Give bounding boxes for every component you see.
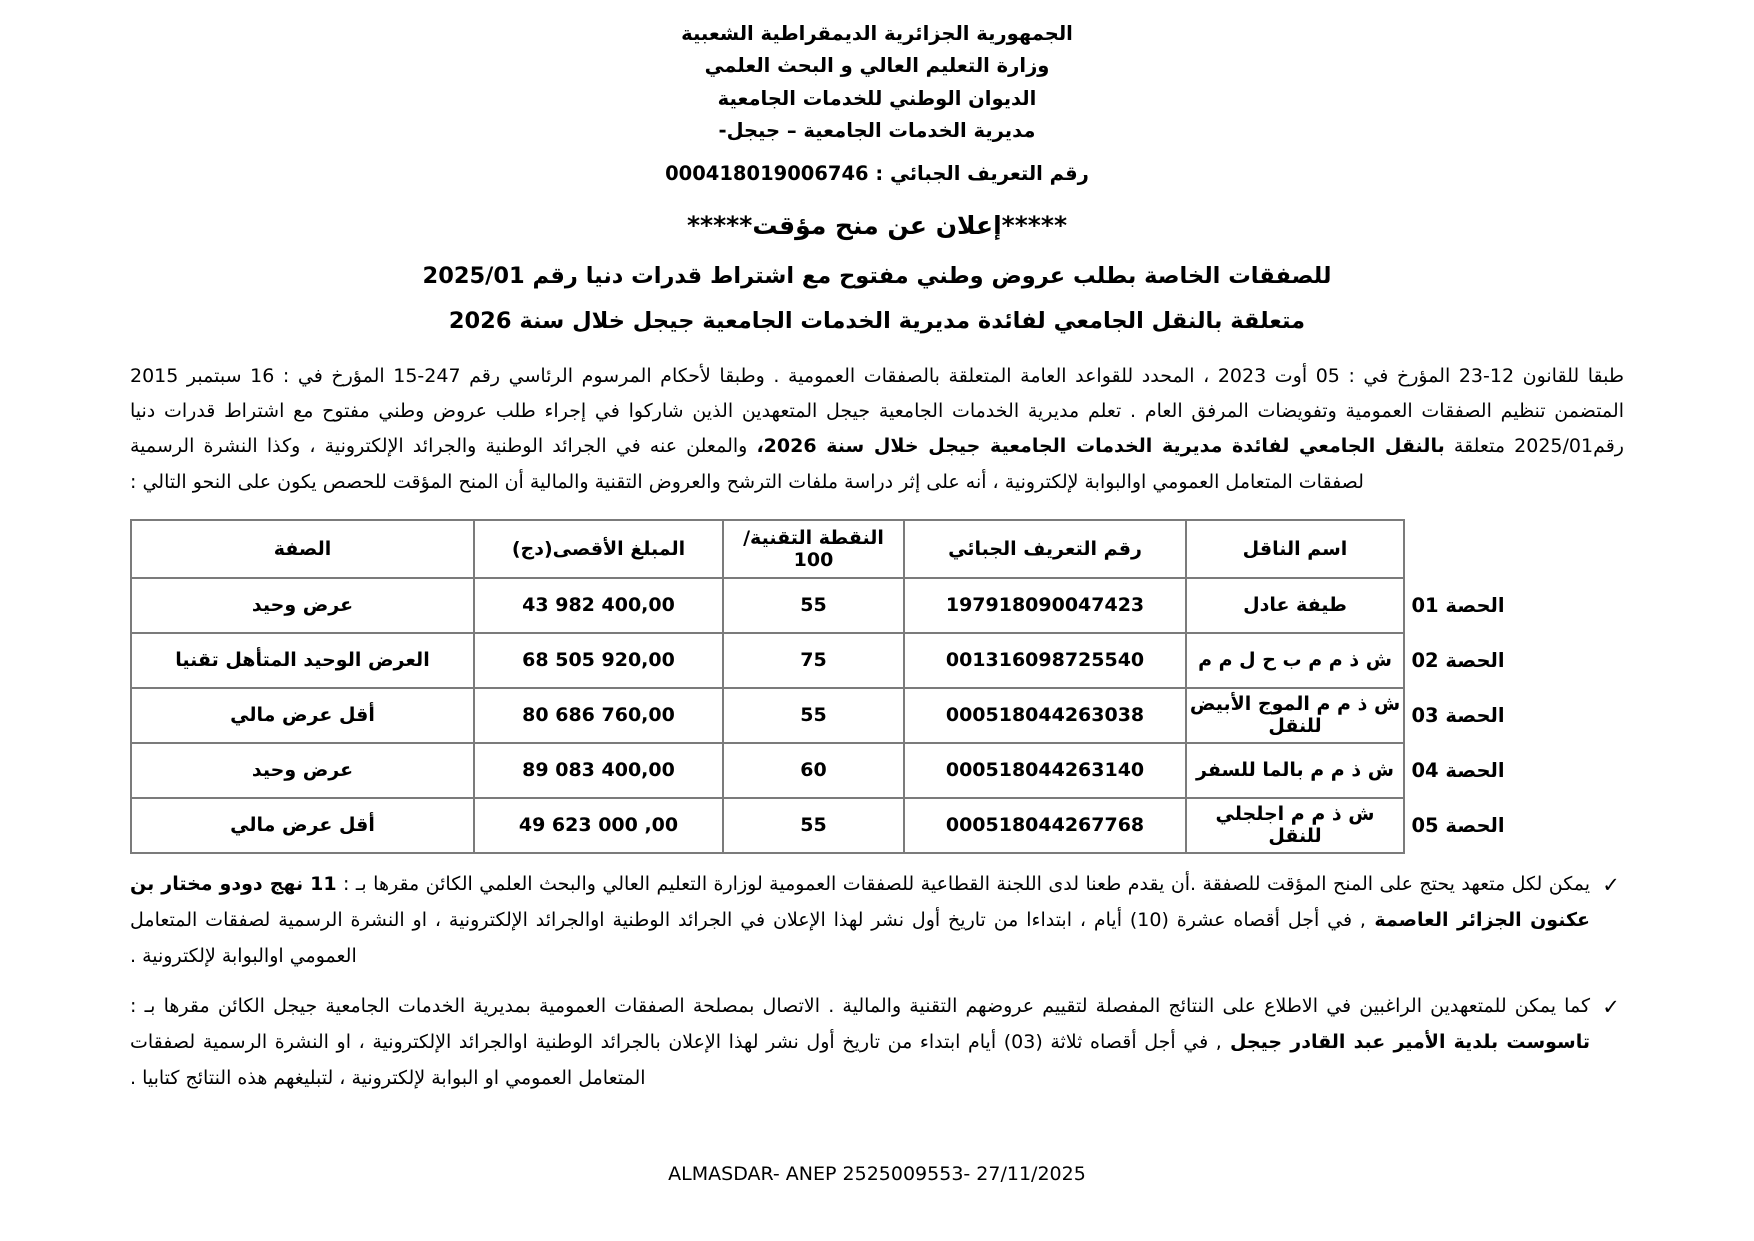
table-row [131,798,1511,853]
doc-subtitle [130,260,1624,340]
doc-subtitle-line-2: متعلقة بالنقل الجامعي لفائدة مديرية الخدمات الجامعية جيجل خلال سنة 2026 [448,308,1306,335]
cell-technical-score: 75 [723,633,904,688]
column-header-lot [1404,520,1511,578]
letterhead-line-country: الجمهورية الجزائرية الديمقراطية الشعبية [681,22,1073,45]
note2-part-1: كما يمكن للمتعهدين الراغبين في الاطلاع على النتائج المفصلة لتقييم عروضهم التقنية والمالية . الاتصال بمصلحة الصفقات العمومية بمديرية الخدمات الجامعية جيجل الكائن مقرها بـ : [130,994,1590,1017]
cell-fiscal-id: 000518044263140 [904,743,1186,798]
letterhead [130,18,1624,148]
note1-part-2: , في أجل أقصاه عشرة (10) أيام ، ابتداءا من تاريخ أول نشر لهذا الإعلان في الجرائد الوطنية اوالجرائد الإلكترونية ، او النشرة الرسمية لصفقات المتعامل العمومي اوالبوابة لإلكترونية . [130,908,1366,967]
note1-bold-address: 11 نهج دودو مختار بن عكنون الجزائر العاصمة [130,872,1590,931]
cell-max-amount: 80 686 760,00 [474,688,723,743]
cell-carrier-name: ش ذ م م اجلجلي للنقل [1186,798,1404,853]
note2-part-2: , في أجل أقصاه ثلاثة (03) أيام ابتداء من تاريخ أول نشر لهذا الإعلان بالجرائد الوطنية اوالجرائد الإلكترونية ، او النشرة الرسمية لصفقات المتعامل العمومي او البوابة لإلكترونية ، لتبليغهم هذه النتائج كتابيا . [130,1031,1222,1090]
cell-fiscal-id: 197918090047423 [904,578,1186,633]
page-title: *****إعلان عن منح مؤقت***** [686,210,1068,240]
cell-max-amount: 43 982 400,00 [474,578,723,633]
cell-carrier-name: ش ذ م م الموج الأبيض للنقل [1186,688,1404,743]
cell-technical-score: 55 [723,688,904,743]
column-header-technical-score: النقطة التقنية/ 100 [723,520,904,578]
results-table-body [131,578,1511,853]
note-appeal-text [130,866,1598,974]
letterhead-line-ministry: وزارة التعليم العالي و البحث العلمي [704,54,1050,78]
table-row [131,633,1511,688]
cell-technical-score: 55 [723,578,904,633]
checkmark-icon: ✓ [1602,872,1620,897]
checkmark-icon: ✓ [1602,994,1620,1019]
list-item [130,988,1624,1096]
cell-lot: الحصة 03 [1411,703,1505,727]
results-table [130,519,1511,854]
table-row [131,578,1511,633]
letterhead-line-directorate: مديرية الخدمات الجامعية – جيجل- [718,119,1036,143]
table-row [131,743,1511,798]
cell-fiscal-id: 001316098725540 [904,633,1186,688]
fiscal-id-line: رقم التعريف الجبائي : 000418019006746 [665,161,1089,185]
results-table-head [131,520,1511,578]
cell-max-amount: 49 623 000 ,00 [474,798,723,853]
intro-part-1: طبقا للقانون 12-23 المؤرخ في : 05 أوت 2023 ، المحدد للقواعد العامة المتعلقة بالصفقات العمومية . وطبقا لأحكام المرسوم الرئاسي رقم 247-15 المؤرخ في : 16 سبتمبر 2015 المتضمن تنظيم الصفقات العمومية وتفويضات المرفق العام . تعلم مديرية الخدمات الجامعية جيجل المتعهدين الذين شاركوا في إجراء طلب عروض وطني مفتوح مع اشتراط قدرات دنيا رقم2025/01 متعلقة [130,365,1624,458]
cell-carrier-name: ش ذ م م بالما للسفر [1186,743,1404,798]
cell-lot: الحصة 05 [1411,813,1505,837]
note2-bold-address: تاسوست بلدية الأمير عبد القادر جيجل [1221,1031,1590,1054]
cell-qualification: أقل عرض مالي [131,688,474,743]
cell-fiscal-id: 000518044267768 [904,798,1186,853]
cell-carrier-name: طيفة عادل [1186,578,1404,633]
intro-part-2: والمعلن عنه في الجرائد الوطنية والجرائد الإلكترونية ، وكذا النشرة الرسمية لصفقات المتعامل العمومي اوالبوابة لإلكترونية ، أنه على إثر دراسة ملفات الترشح والعروض التقنية والمالية أن المنح المؤقت للحصص يكون على النحو التالي : [130,435,1364,493]
cell-technical-score: 60 [723,743,904,798]
cell-qualification: عرض وحيد [131,743,474,798]
footer-reference: ALMASDAR- ANEP 2525009553- 27/11/2025 [668,1163,1086,1185]
doc-subtitle-line-1: للصفقات الخاصة بطلب عروض وطني مفتوح مع اشتراط قدرات دنيا رقم 2025/01 [422,262,1332,289]
cell-technical-score: 55 [723,798,904,853]
cell-qualification: عرض وحيد [131,578,474,633]
cell-lot: الحصة 04 [1411,758,1505,782]
column-header-fiscal-id: رقم التعريف الجبائي [904,520,1186,578]
table-header-row [131,520,1511,578]
cell-qualification: أقل عرض مالي [131,798,474,853]
results-table-wrapper [130,519,1624,854]
cell-max-amount: 68 505 920,00 [474,633,723,688]
notes-section [130,866,1624,1097]
cell-max-amount: 89 083 400,00 [474,743,723,798]
letterhead-line-office: الديوان الوطني للخدمات الجامعية [717,86,1037,110]
cell-lot: الحصة 01 [1411,593,1505,617]
note-details-text [130,988,1598,1096]
cell-fiscal-id: 000518044263038 [904,688,1186,743]
column-header-carrier-name: اسم الناقل [1186,520,1404,578]
intro-paragraph [130,359,1624,500]
list-item [130,866,1624,974]
note1-part-1: يمكن لكل متعهد يحتج على المنح المؤقت للصفقة .أن يقدم طعنا لدى اللجنة القطاعية للصفقات العمومية لوزارة التعليم العالي والبحث العلمي الكائن مقرها بـ : [336,872,1591,895]
cell-carrier-name: ش ذ م م ب ح ل م م [1186,633,1404,688]
intro-bold-subject: بالنقل الجامعي لفائدة مديرية الخدمات الجامعية جيجل خلال سنة 2026، [756,435,1445,458]
table-row [131,688,1511,743]
column-header-max-amount: المبلغ الأقصى(دج) [474,520,723,578]
cell-lot: الحصة 02 [1411,648,1505,672]
column-header-qualification: الصفة [131,520,474,578]
cell-qualification: العرض الوحيد المتأهل تقنيا [131,633,474,688]
